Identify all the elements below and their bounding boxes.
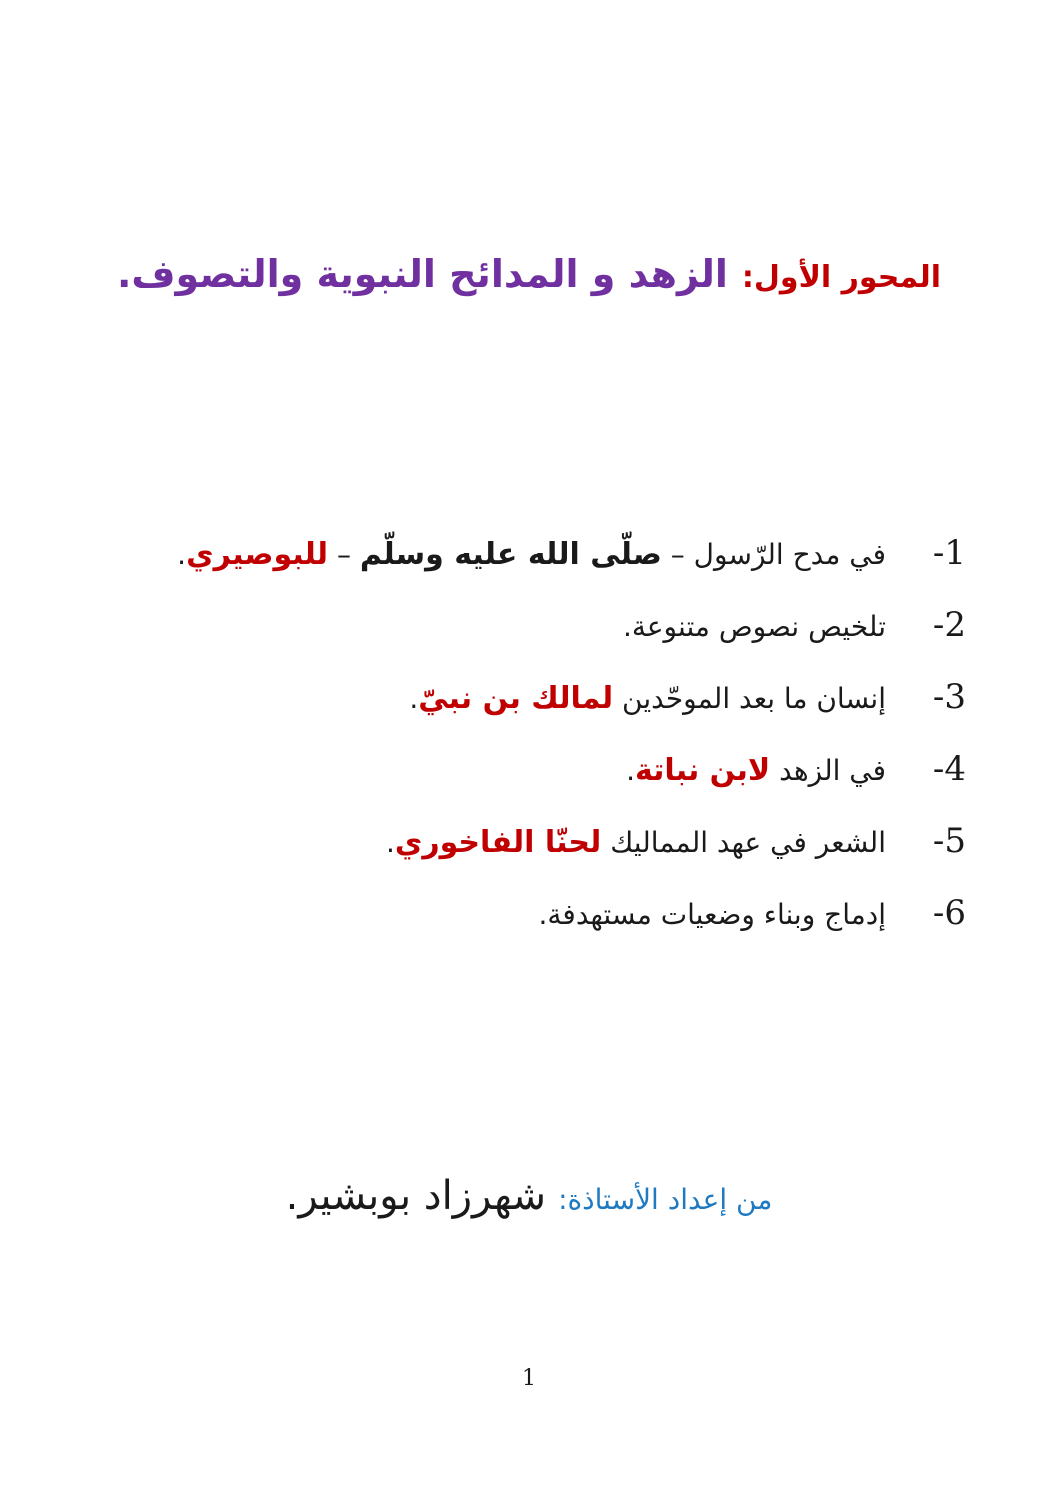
text-segment: لحنّا الفاخوري xyxy=(394,825,602,860)
text-segment: لمالك بن نبيّ xyxy=(418,681,614,716)
list-item xyxy=(40,589,966,661)
list-item xyxy=(40,517,966,589)
text-segment: تلخيص نصوص متنوعة. xyxy=(622,610,886,643)
text-segment: في مدح الرّسول – xyxy=(661,538,886,571)
author-label: من إعداد الأستاذة: xyxy=(558,1183,773,1216)
text-segment: – xyxy=(328,538,360,571)
author-line xyxy=(0,1156,1058,1244)
list-item-marker: 2- xyxy=(932,605,966,645)
text-segment: . xyxy=(385,826,395,859)
text-segment: الشعر في عهد المماليك xyxy=(601,826,886,859)
text-segment: في الزهد xyxy=(770,754,886,787)
list-item-marker: 4- xyxy=(932,749,966,789)
text-segment: صلّى الله عليه وسلّم xyxy=(359,537,662,572)
list-item xyxy=(40,805,966,877)
list-item-marker: 3- xyxy=(932,677,966,717)
list-item-text xyxy=(409,681,886,716)
title-prefix: المحور الأول: xyxy=(741,260,941,295)
text-segment: . xyxy=(409,682,419,715)
text-segment: إنسان ما بعد الموحّدين xyxy=(613,682,886,715)
text-segment: . xyxy=(626,754,635,787)
topics-list xyxy=(40,517,966,949)
text-segment: للبوصيري xyxy=(186,537,329,572)
list-item-marker: 6- xyxy=(932,893,966,933)
title-main: الزهد و المدائح النبوية والتصوف. xyxy=(116,252,728,296)
list-item xyxy=(40,877,966,949)
list-item-text xyxy=(538,898,886,931)
list-item-text xyxy=(177,537,886,572)
author-name: شهرزاد بوبشير. xyxy=(285,1173,547,1219)
list-item-text xyxy=(385,825,886,860)
document-title xyxy=(0,232,1058,324)
list-item-text xyxy=(622,610,886,643)
text-segment: . xyxy=(177,538,187,571)
list-item-text xyxy=(626,753,886,788)
list-item xyxy=(40,661,966,733)
list-item-marker: 1- xyxy=(932,533,966,573)
list-item-marker: 5- xyxy=(932,821,966,861)
list-item xyxy=(40,733,966,805)
page-number: 1 xyxy=(522,1366,536,1391)
text-segment: لابن نباتة xyxy=(634,753,771,788)
text-segment: إدماج وبناء وضعيات مستهدفة. xyxy=(538,898,886,931)
